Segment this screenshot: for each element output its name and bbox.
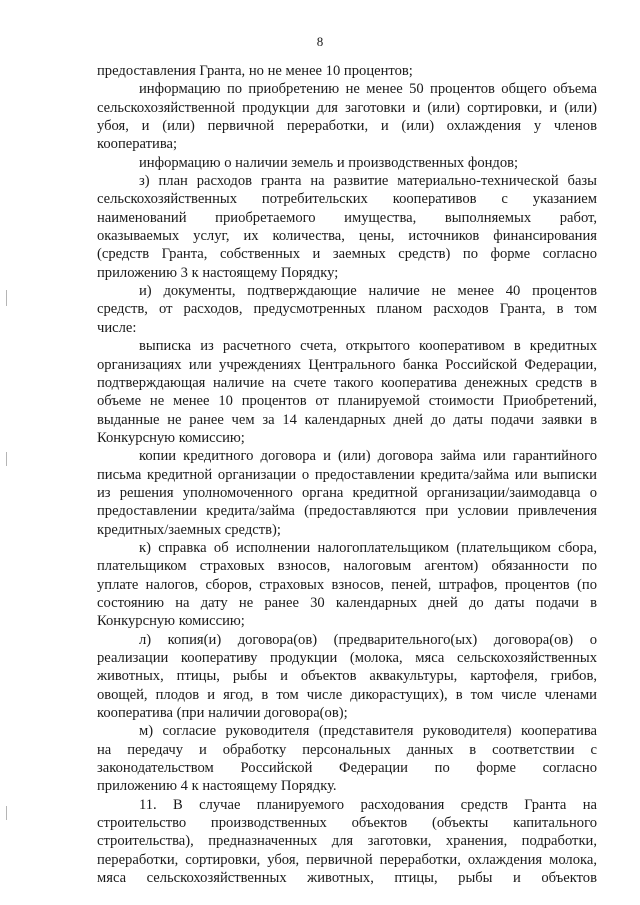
text-line: приложению 3 к настоящему Порядку; [97, 264, 339, 281]
text-line: состоянию на дату не ранее 30 календарных дней до даты подачи в [97, 594, 597, 611]
text-line: приложению 4 к настоящему Порядку. [97, 778, 337, 795]
text-line: средств, от расходов, предусмотренных планом расходов Гранта, в том [97, 301, 597, 318]
text-line: Конкурсную комиссию; [97, 429, 245, 446]
text-line: л) копия(и) договора(ов) (предварительного(ых) договора(ов) о [139, 631, 597, 648]
document-body [97, 62, 597, 887]
text-line: реализации кооперативу продукции (молока, мяса сельскохозяйственных [97, 650, 597, 666]
text-line: кооператива; [97, 136, 178, 153]
text-line: 11. В случае планируемого расходования средств Гранта на [139, 796, 597, 813]
text-line: кредитных/заемных средств); [97, 521, 281, 538]
text-line: подтверждающая наличие на счете такого кооператива денежных средств в [97, 374, 597, 391]
text-line: числе: [97, 319, 137, 336]
text-line: переработки, сортировки, убоя, первичной переработки, охлаждения молока, [97, 851, 597, 868]
text-line: письма кредитной организации о предоставлении кредита/займа или выписки [97, 466, 597, 483]
text-line: к) справка об исполнении налогоплательщиком (плательщиком сбора, [139, 539, 597, 556]
text-line: законодательством Российской Федерации по форме согласно [97, 760, 597, 777]
text-line: предоставлении кредита/займа (предоставляются при условии привлечения [97, 503, 597, 520]
text-line: плательщиком страховых взносов, налоговым агентом) обязанности по [97, 558, 597, 575]
text-line: овощей, плодов и ягод, в том числе дикорастущих), в том числе членами [97, 686, 597, 703]
page-number: 8 [316, 34, 324, 49]
text-line: копии кредитного договора и (или) договора займа или гарантийного [139, 448, 597, 465]
text-line: на передачу и обработку персональных данных в соответствии с [97, 741, 597, 758]
text-line: уплате налогов, сборов, страховых взносов, пеней, штрафов, процентов (по [97, 576, 597, 593]
text-line: организациях или учреждениях Центрального банка Российской Федерации, [97, 356, 597, 373]
text-line: з) план расходов гранта на развитие материально-технической базы [139, 173, 597, 190]
text-line: предоставления Гранта, но не менее 10 процентов; [97, 63, 413, 79]
text-line: м) согласие руководителя (представителя руководителя) кооператива [139, 723, 597, 740]
margin-mark [6, 806, 7, 820]
text-line: Конкурсную комиссию; [97, 613, 245, 630]
text-line: объеме не менее 10 процентов от планируемой стоимости Приобретений, [97, 393, 597, 410]
text-line: строительства), предназначенных для заготовки, хранения, подработки, [97, 833, 597, 850]
text-line: мяса сельскохозяйственных животных, птицы, рыбы и объектов [97, 870, 597, 887]
text-line: и) документы, подтверждающие наличие не менее 40 процентов [139, 283, 597, 300]
text-line: (средств Гранта, собственных и заемных средств) по форме согласно [97, 246, 597, 263]
text-line: сельскохозяйственной продукции для заготовки и (или) сортировки, и (или) [97, 99, 597, 116]
text-line: выписка из расчетного счета, открытого кооперативом в кредитных [139, 338, 597, 355]
text-line: из решения уполномоченного органа кредитной организации/заимодавца о [97, 484, 597, 501]
text-line: оказываемых услуг, их количества, цены, источников финансирования [97, 228, 597, 245]
margin-mark [6, 290, 7, 306]
text-line: сельскохозяйственных потребительских кооперативов с указанием [97, 191, 597, 208]
text-line: убоя, и (или) первичной переработки, и (или) охлаждения у членов [97, 118, 597, 135]
text-line: строительство производственных объектов (объекты капитального [97, 815, 597, 832]
text-line: животных, птицы, рыбы и объектов аквакультуры, картофеля, грибов, [97, 668, 597, 685]
text-line: информацию по приобретению не менее 50 процентов общего объема [139, 81, 597, 98]
margin-mark [6, 452, 7, 466]
text-line: кооператива (при наличии договора(ов); [97, 705, 348, 722]
text-line: наименований приобретаемого имущества, выполняемых работ, [97, 209, 597, 226]
text-line: выданные не ранее чем за 14 календарных дней до даты подачи заявки в [97, 411, 597, 428]
text-line: информацию о наличии земель и производственных фондов; [139, 154, 519, 171]
